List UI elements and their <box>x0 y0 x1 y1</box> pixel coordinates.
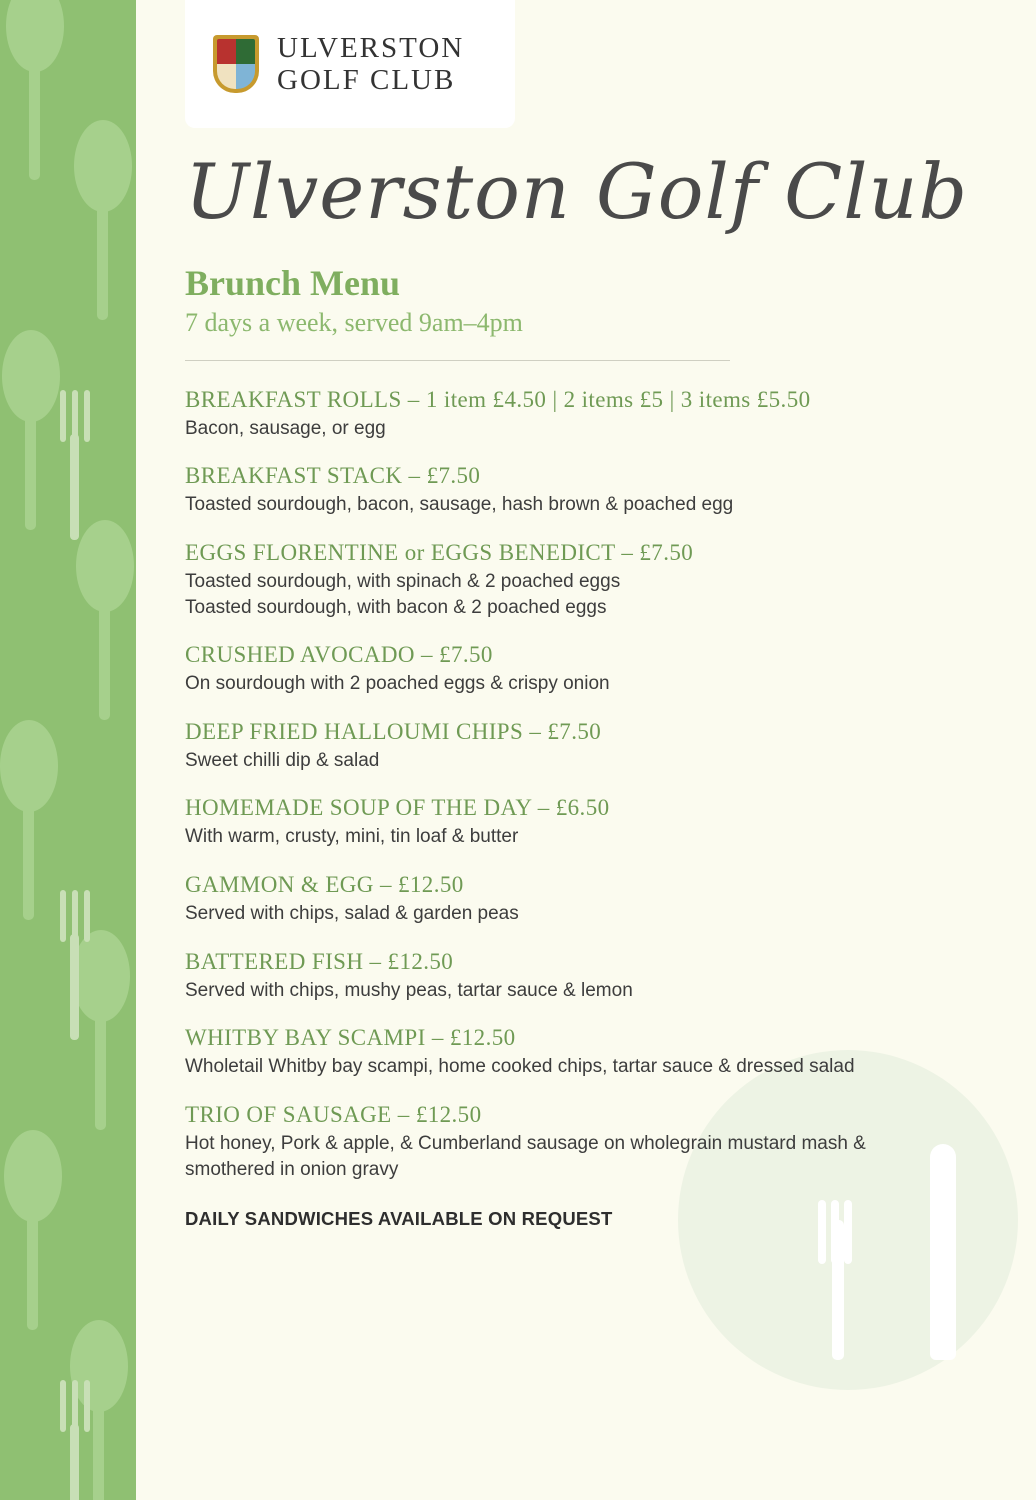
menu-item-description: Toasted sourdough, with spinach & 2 poached eggs <box>185 570 621 592</box>
page-title: Ulverston Golf Club <box>185 147 969 236</box>
menu-title: Brunch Menu <box>185 262 401 303</box>
menu-item <box>185 795 985 850</box>
spoon-graphic <box>4 1130 62 1330</box>
menu-item <box>185 387 985 442</box>
menu-item-name: BREAKFAST STACK – £7.50 <box>185 463 481 489</box>
logo-line-2: GOLF CLUB <box>277 64 456 96</box>
menu-item-name: WHITBY BAY SCAMPI – £12.50 <box>185 1025 516 1051</box>
menu-item-description: Hot honey, Pork & apple, & Cumberland sausage on wholegrain mustard mash & smothered in onion gravy <box>185 1133 866 1180</box>
menu-item-description: Toasted sourdough, with bacon & 2 poached eggs <box>185 596 607 618</box>
spoon-graphic <box>74 120 132 320</box>
menu-item <box>185 642 985 697</box>
menu-item-name: EGGS FLORENTINE or EGGS BENEDICT – £7.50 <box>185 539 694 565</box>
menu-item-description: With warm, crusty, mini, tin loaf & butter <box>185 826 519 848</box>
menu-item <box>185 1102 985 1182</box>
menu-content <box>185 147 985 1230</box>
menu-item-name: CRUSHED AVOCADO – £7.50 <box>185 642 493 668</box>
menu-item-description: Toasted sourdough, bacon, sausage, hash brown & poached egg <box>185 494 734 516</box>
fork-graphic <box>52 1380 98 1500</box>
spoon-graphic <box>6 0 64 180</box>
menu-item-name: GAMMON & EGG – £12.50 <box>185 872 464 898</box>
menu-item-description: Bacon, sausage, or egg <box>185 417 386 439</box>
menu-item-name: DEEP FRIED HALLOUMI CHIPS – £7.50 <box>185 718 602 744</box>
menu-item-name: BREAKFAST ROLLS – 1 item £4.50 | 2 items £5 | 3 items £5.50 <box>185 386 811 412</box>
menu-item-name: HOMEMADE SOUP OF THE DAY – £6.50 <box>185 795 610 821</box>
menu-item <box>185 872 985 927</box>
fork-graphic <box>52 890 98 1040</box>
menu-item <box>185 949 985 1004</box>
menu-item-name: TRIO OF SAUSAGE – £12.50 <box>185 1102 482 1127</box>
divider <box>185 360 730 361</box>
logo-line-1: ULVERSTON <box>277 31 465 64</box>
menu-item <box>185 1025 985 1080</box>
golf-club-crest-icon <box>213 35 259 93</box>
menu-item-description: Wholetail Whitby bay scampi, home cooked chips, tartar sauce & dressed salad <box>185 1056 855 1078</box>
logo-card <box>185 0 515 128</box>
menu-item-description: On sourdough with 2 poached eggs & crispy onion <box>185 673 610 695</box>
spoon-graphic <box>76 520 134 720</box>
footer-note: DAILY SANDWICHES AVAILABLE ON REQUEST <box>185 1208 613 1230</box>
logo-wordmark <box>277 32 464 97</box>
menu-item-description: Sweet chilli dip & salad <box>185 749 380 771</box>
menu-item-name: BATTERED FISH – £12.50 <box>185 948 454 974</box>
decorative-left-band <box>0 0 136 1500</box>
menu-item <box>185 463 985 518</box>
fork-graphic <box>52 390 98 540</box>
spoon-graphic <box>0 720 58 920</box>
menu-item <box>185 540 985 620</box>
menu-item-description: Served with chips, salad & garden peas <box>185 903 519 925</box>
menu-subtitle: 7 days a week, served 9am–4pm <box>185 307 523 337</box>
menu-item-description: Served with chips, mushy peas, tartar sauce & lemon <box>185 979 633 1001</box>
menu-item <box>185 719 985 774</box>
